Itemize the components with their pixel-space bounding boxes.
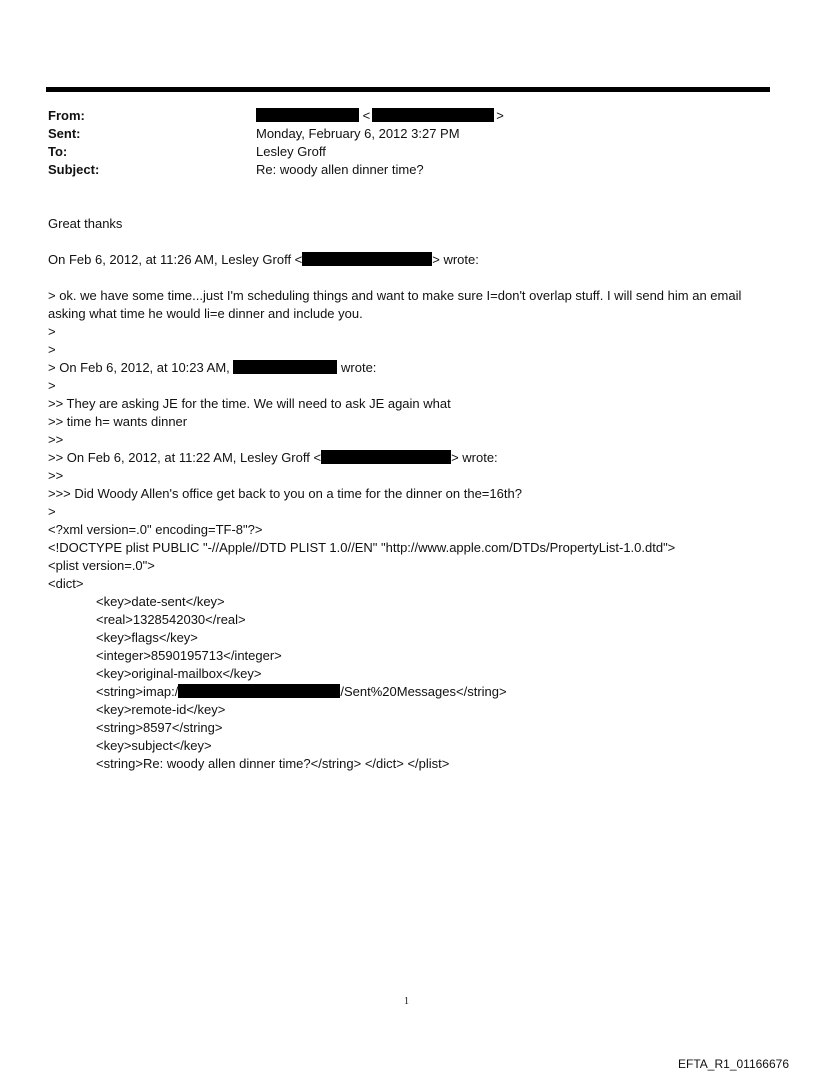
quote-intro-end: wrote: — [341, 360, 377, 375]
body-paragraph: > ok. we have some time...just I'm scheduling things and want to make sure I=don't overlap stuff. I will send him an email asking what time he would li=e dinner and include you. — [48, 288, 742, 321]
to-label: To: — [48, 144, 68, 159]
body-line: <!DOCTYPE plist PUBLIC "-//Apple//DTD PLIST 1.0//EN" "http://www.apple.com/DTDs/PropertyList-1.0.dtd"> — [48, 540, 676, 555]
redaction-block — [178, 684, 340, 698]
redaction-block — [372, 108, 494, 122]
body-line: <plist version=.0"> — [48, 558, 155, 573]
quote-intro: > On Feb 6, 2012, at 10:23 AM, — [48, 360, 230, 375]
body-line: > — [48, 324, 56, 339]
quote-intro: On Feb 6, 2012, at 11:26 AM, Lesley Groff < — [48, 252, 303, 267]
body-line: > — [48, 504, 56, 519]
quote-intro: >> On Feb 6, 2012, at 11:22 AM, Lesley Groff < — [48, 450, 322, 465]
body-line: <key>original-mailbox</key> — [96, 666, 262, 681]
subject-value: Re: woody allen dinner time? — [256, 162, 424, 177]
body-line: >> They are asking JE for the time. We will need to ask JE again what — [48, 396, 451, 411]
body-line: <?xml version=.0" encoding=TF-8"?> — [48, 522, 263, 537]
body-line: <key>remote-id</key> — [96, 702, 226, 717]
body-line — [96, 683, 507, 701]
body-line: Great thanks — [48, 216, 123, 231]
sent-label: Sent: — [48, 126, 81, 141]
redaction-block — [233, 360, 337, 374]
body-line — [48, 359, 376, 377]
xml-fragment: <string>imap:/ — [96, 684, 179, 699]
body-line — [48, 449, 498, 467]
body-line: > — [48, 342, 56, 357]
from-close-bracket: > — [496, 108, 504, 123]
quote-intro-end: > wrote: — [432, 252, 479, 267]
redaction-block — [302, 252, 432, 266]
body-line: <string>Re: woody allen dinner time?</string> </dict> </plist> — [96, 756, 450, 771]
redaction-block — [256, 108, 359, 122]
body-line: >> — [48, 468, 64, 483]
from-label: From: — [48, 108, 85, 123]
body-line: > — [48, 378, 56, 393]
body-line: >>> Did Woody Allen's office get back to you on a time for the dinner on the=16th? — [48, 486, 522, 501]
body-line: <key>subject</key> — [96, 738, 212, 753]
quote-intro-end: > wrote: — [451, 450, 498, 465]
body-line: <key>date-sent</key> — [96, 594, 225, 609]
from-value — [256, 107, 504, 125]
body-line: >> time h= wants dinner — [48, 414, 188, 429]
sent-value: Monday, February 6, 2012 3:27 PM — [256, 126, 460, 141]
body-line — [48, 251, 479, 269]
xml-fragment: /Sent%20Messages</string> — [340, 684, 507, 699]
document-id: EFTA_R1_01166676 — [678, 1057, 789, 1071]
page-number: 1 — [404, 996, 409, 1007]
to-value: Lesley Groff — [256, 144, 326, 159]
from-open-bracket: < — [362, 108, 371, 123]
body-line: <key>flags</key> — [96, 630, 198, 645]
body-line: >> — [48, 432, 64, 447]
body-line: <string>8597</string> — [96, 720, 223, 735]
body-line: <dict> — [48, 576, 84, 591]
body-line: <real>1328542030</real> — [96, 612, 246, 627]
subject-label: Subject: — [48, 162, 100, 177]
redaction-block — [321, 450, 451, 464]
body-line: <integer>8590195713</integer> — [96, 648, 282, 663]
header-rule — [46, 87, 770, 92]
